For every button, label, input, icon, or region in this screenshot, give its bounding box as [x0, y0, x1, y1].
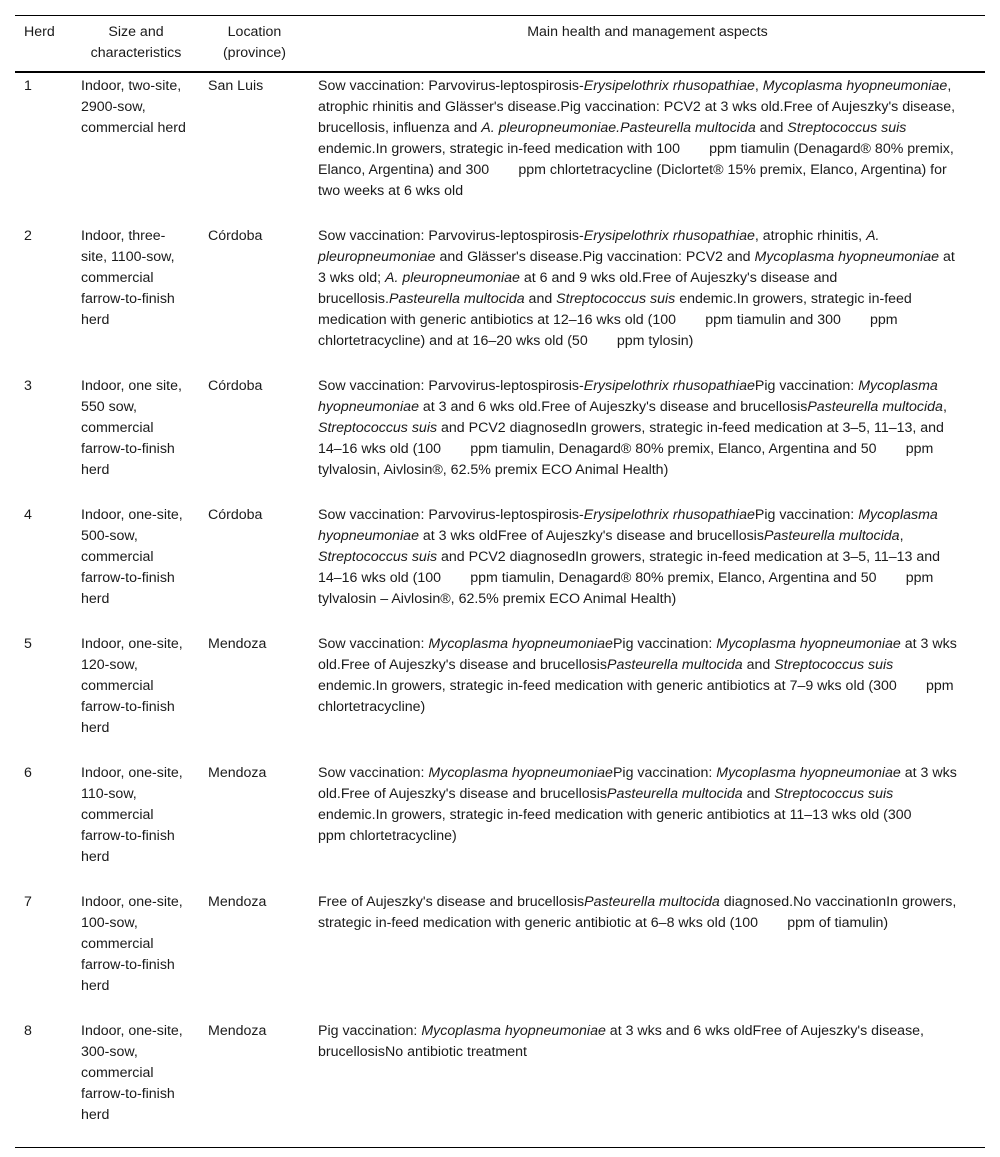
- species-name: Mycoplasma hyopneumoniae: [716, 636, 901, 652]
- cell-herd: 6: [24, 765, 32, 781]
- species-name: Mycoplasma hyopneumoniae: [428, 765, 613, 781]
- text-run: Pig vaccination:: [612, 636, 717, 652]
- text-run: Sow vaccination:: [318, 765, 429, 781]
- cell-aspects: [309, 223, 985, 373]
- cell-location: Córdoba: [208, 507, 263, 523]
- header-location: Location (province): [222, 24, 287, 61]
- text-run: Pig vaccination:: [754, 378, 859, 394]
- species-name: Pasteurella multocida: [388, 291, 525, 307]
- cell-size: Indoor, one-site, 120-sow, commercial farrow-to-finish herd: [81, 636, 183, 736]
- cell-aspects: [309, 631, 985, 760]
- cell-aspects: [309, 502, 985, 631]
- text-run: ,: [942, 399, 947, 415]
- table-row: [15, 373, 985, 502]
- text-run: at 3 wks old.Free of Aujeszky's disease and brucellosis: [318, 765, 957, 802]
- header-herd: Herd: [24, 24, 55, 40]
- text-run: at 3 wks oldFree of Aujeszky's disease and brucellosis: [418, 528, 764, 544]
- cell-aspects: [309, 1018, 985, 1148]
- cell-herd: 7: [24, 894, 32, 910]
- cell-aspects: [309, 760, 985, 889]
- species-name: Mycoplasma hyopneumoniae: [762, 78, 948, 94]
- cell-location: Córdoba: [208, 378, 263, 394]
- table-header-row: [15, 16, 985, 73]
- cell-location: Mendoza: [208, 1023, 267, 1039]
- text-run: and: [755, 120, 788, 136]
- species-name: Mycoplasma hyopneumoniae: [754, 249, 940, 265]
- text-run: endemic.In growers, strategic in-feed medication with generic antibiotics at 11–13 wks old (300 ppm chlortetracycline): [318, 807, 937, 844]
- cell-aspects: [309, 889, 985, 1018]
- text-run: and PCV2 diagnosedIn growers, strategic in-feed medication at 3–5, 11–13, and 14–16 wks old (100 ppm tiamulin, Denagard® 80% premix, Elanco, Argentina and 50 ppm tylvalosin, Aivlosin®, 62.5% premix ECO Animal Health): [318, 420, 944, 478]
- text-run: at 3 wks and 6 wks oldFree of Aujeszky's disease, brucellosisNo antibiotic treatment: [318, 1023, 924, 1060]
- cell-location: San Luis: [208, 78, 264, 94]
- cell-size: Indoor, one-site, 110-sow, commercial farrow-to-finish herd: [81, 765, 183, 865]
- species-name: Mycoplasma hyopneumoniae: [716, 765, 901, 781]
- table-row: [15, 223, 985, 373]
- cell-herd: 5: [24, 636, 32, 652]
- species-name: Pasteurella multocida: [584, 894, 720, 910]
- text-run: endemic.In growers, strategic in-feed medication with generic antibiotics at 12–16 wks old (100 ppm tiamulin and 300 ppm chlortetracycline) and at 16–20 wks old (50 ppm tylosin): [318, 291, 912, 349]
- table-row: [15, 889, 985, 1018]
- text-run: , atrophic rhinitis and Glässer's disease.Pig vaccination: PCV2 at 3 wks old.Free of Aujeszky's disease, brucellosis, influenza and: [318, 78, 956, 136]
- cell-aspects: [309, 72, 985, 223]
- text-run: and: [742, 657, 775, 673]
- text-run: at 3 wks old;: [318, 249, 955, 286]
- species-name: A. pleuropneumoniae: [318, 228, 880, 265]
- table-body: [15, 72, 985, 1148]
- text-run: ,: [754, 78, 763, 94]
- text-run: and: [742, 786, 775, 802]
- cell-herd: 2: [24, 228, 32, 244]
- herds-table: [15, 15, 985, 1148]
- text-run: at 6 and 9 wks old.Free of Aujeszky's disease and brucellosis.: [318, 270, 838, 307]
- species-name: Erysipelothrix rhusopathiae: [583, 78, 755, 94]
- header-size: Size and characteristics: [90, 24, 182, 61]
- cell-location: Mendoza: [208, 636, 267, 652]
- species-name: Streptococcus suis: [556, 291, 676, 307]
- text-run: ,: [899, 528, 904, 544]
- table-row: [15, 760, 985, 889]
- text-run: Sow vaccination: Parvovirus-leptospirosis-: [318, 78, 584, 94]
- cell-size: Indoor, one-site, 300-sow, commercial farrow-to-finish herd: [81, 1023, 183, 1123]
- species-name: Streptococcus suis: [774, 786, 894, 802]
- species-name: Streptococcus suis: [318, 420, 438, 436]
- cell-size: Indoor, one-site, 100-sow, commercial farrow-to-finish herd: [81, 894, 183, 994]
- text-run: Sow vaccination:: [318, 636, 429, 652]
- text-run: and Glässer's disease.Pig vaccination: PCV2 and: [435, 249, 755, 265]
- cell-size: Indoor, three-site, 1100-sow, commercial farrow-to-finish herd: [81, 228, 175, 328]
- species-name: Pasteurella multocida: [606, 786, 743, 802]
- cell-herd: 1: [24, 78, 32, 94]
- header-aspects: Main health and management aspects: [527, 24, 768, 40]
- species-name: Streptococcus suis: [787, 120, 907, 136]
- cell-herd: 8: [24, 1023, 32, 1039]
- cell-location: Mendoza: [208, 894, 267, 910]
- cell-location: Mendoza: [208, 765, 267, 781]
- species-name: Pasteurella multocida: [606, 657, 743, 673]
- text-run: Pig vaccination:: [318, 1023, 422, 1039]
- species-name: Pasteurella multocida: [807, 399, 943, 415]
- species-name: Erysipelothrix rhusopathiae: [583, 228, 755, 244]
- species-name: Erysipelothrix rhusopathiae: [583, 378, 755, 394]
- table-row: [15, 72, 985, 223]
- text-run: Free of Aujeszky's disease and brucellosis: [318, 894, 585, 910]
- cell-aspects: [309, 373, 985, 502]
- text-run: endemic.In growers, strategic in-feed medication with generic antibiotics at 7–9 wks old (300 ppm chlortetracycline): [318, 678, 954, 715]
- cell-herd: 4: [24, 507, 32, 523]
- text-run: Pig vaccination:: [612, 765, 717, 781]
- species-name: Streptococcus suis: [318, 549, 438, 565]
- text-run: and PCV2 diagnosedIn growers, strategic in-feed medication at 3–5, 11–13 and 14–16 wks old (100 ppm tiamulin, Denagard® 80% premix, Elanco, Argentina and 50 ppm tylvalosin – Aivlosin®, 62.5% premix ECO Animal Health): [318, 549, 941, 607]
- species-name: Streptococcus suis: [774, 657, 894, 673]
- text-run: , atrophic rhinitis,: [754, 228, 867, 244]
- species-name: A. pleuropneumoniae.Pasteurella multocida: [481, 120, 756, 136]
- table-row: [15, 502, 985, 631]
- species-name: Pasteurella multocida: [763, 528, 900, 544]
- cell-size: Indoor, two-site, 2900-sow, commercial herd: [81, 78, 186, 136]
- text-run: and: [524, 291, 557, 307]
- cell-herd: 3: [24, 378, 32, 394]
- text-run: diagnosed.No vaccinationIn growers, strategic in-feed medication with generic antibiotic at 6–8 wks old (100 ppm of tiamulin): [318, 894, 957, 931]
- species-name: Mycoplasma hyopneumoniae: [318, 507, 938, 544]
- species-name: Mycoplasma hyopneumoniae: [421, 1023, 606, 1039]
- species-name: Erysipelothrix rhusopathiae: [583, 507, 755, 523]
- species-name: A. pleuropneumoniae: [385, 270, 520, 286]
- table-row: [15, 631, 985, 760]
- text-run: at 3 wks old.Free of Aujeszky's disease and brucellosis: [318, 636, 957, 673]
- cell-size: Indoor, one site, 550 sow, commercial farrow-to-finish herd: [81, 378, 182, 478]
- text-run: Pig vaccination:: [754, 507, 859, 523]
- text-run: Sow vaccination: Parvovirus-leptospirosis-: [318, 507, 584, 523]
- text-run: Sow vaccination: Parvovirus-leptospirosis-: [318, 378, 584, 394]
- cell-location: Córdoba: [208, 228, 263, 244]
- text-run: endemic.In growers, strategic in-feed medication with 100 ppm tiamulin (Denagard® 80% premix, Elanco, Argentina) and 300 ppm chlortetracycline (Diclortet® 15% premix, Elanco, Argentina) for two weeks at 6 wks old: [318, 141, 954, 199]
- species-name: Mycoplasma hyopneumoniae: [318, 378, 938, 415]
- text-run: Sow vaccination: Parvovirus-leptospirosis-: [318, 228, 584, 244]
- species-name: Mycoplasma hyopneumoniae: [428, 636, 613, 652]
- table-row: [15, 1018, 985, 1148]
- cell-size: Indoor, one-site, 500-sow, commercial farrow-to-finish herd: [81, 507, 183, 607]
- text-run: at 3 and 6 wks old.Free of Aujeszky's disease and brucellosis: [418, 399, 808, 415]
